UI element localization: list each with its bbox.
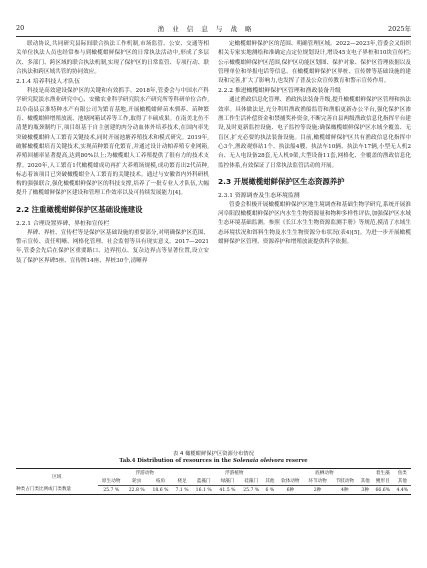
section-heading-2-2-1: 2.2.1 合理设置界碑、界桩和宣传栏 (16, 220, 110, 227)
table-cell: 25.7 % (239, 486, 263, 495)
table-cell-region: 种类占门类比例或门类数量 (16, 486, 98, 495)
table-subheader: 环节动物 (304, 477, 331, 486)
table-group-header: 浮游动物 (98, 469, 192, 478)
table-cell: 16.1 % (192, 486, 216, 495)
table-row (16, 486, 411, 495)
table-subheader: 其他 (394, 477, 411, 486)
table-cell: 41.5 % (216, 486, 240, 495)
table-subheader: 鲤形目 (372, 477, 394, 486)
table-caption-cn: 表 4 橄榄蚶鲜保护区资源分布情况 (173, 451, 254, 457)
paragraph: 联动协议,共同研究县际间联合执法工作机制,市场监管、公安、交通等相关单位执法人员也经常参与到橄榄蚶鲜保护区的日常执法活动中,形成了多层次、多部门、跨区域的联合执法机制,实现了保护区的日常监管、专项行动、联合执法和跨区域共管的协同效应。 (16, 41, 209, 75)
table-cell: 6 % (263, 486, 277, 495)
table-subheader: 节肢动物 (331, 477, 358, 486)
journal-title: 渔 业 信 息 与 战 略 (157, 24, 255, 33)
table-subheader: 其他 (358, 477, 372, 486)
table-cell: 18.6 % (149, 486, 173, 495)
table-group-header: 浮游植物 (192, 469, 277, 478)
table-cell: 4种 (331, 486, 358, 495)
table-group-header-row (16, 469, 411, 478)
table-header-region: 区域 (16, 469, 98, 486)
table-subheader: 枝角 (149, 477, 173, 486)
table-group-header: 底栖动物 (277, 469, 372, 478)
right-column (218, 40, 411, 247)
table-cell: 3种 (358, 486, 372, 495)
section-heading-2-3-1: 2.3.1 资源调查及生态环境监测 (218, 192, 300, 199)
section-heading-2-1-4: 2.1.4 培养科技人才队伍 (16, 79, 80, 86)
table-subheader: 绿藻门 (216, 477, 240, 486)
table-subheader: 原生动物 (98, 477, 125, 486)
table-subheader: 软体动物 (277, 477, 304, 486)
table-cell: 66.6% (372, 486, 394, 495)
paragraph: 定橄榄蚶鲜保护区的范围、明确管理区域。2022—2023年,管委会又组织相关专家实地测绘和准确定点定位规划设计,增设45支电子界桩和10块宣传栏;公示橄榄蚶鲜保护区范围,保护区功能区划图、保护对象、保护区管理依据以及管理单位和举报电话等信息。在橄榄蚶鲜保护区界桩、宣传牌等基础设施的建设和完善,扩大了影响力,也发挥了普及公众宣传教育和警示宣传作用。 (218, 41, 411, 85)
running-header (16, 22, 411, 34)
year: 2025年 (387, 24, 411, 33)
table-subheader: 硅藻门 (239, 477, 263, 486)
table-group-header: 鱼类 (394, 469, 411, 478)
paragraph: 界碑、界桩、宣传栏等是保护区基础设施的重要部分,对明确保护区范围、警示宣传、责任明晰、网格化管理、社会监督等具有现实意义。2017—2021年,管委会先后在保护区重要路口、边界拐点、复杂边界点等显著位置,设立安装了保护区界碑5座、宣传牌14座、界桩30个,清晰界 (16, 229, 209, 264)
paragraph: 科技是高效建设保护区的关键和有效抓手。2018年,管委会与中国水产科学研究院淡水渔业研究中心、安徽农业科学研究院水产研究所等科研单位合作,以阜南县京淮特种水产有限公司为繁育基地,开展橄榄蚶鲜苗木驯养、苗种繁育、橄榄蚶鲜增殖放流、池塘网箱试养等工作,取得了丰硕成果。在南美北鱼不清楚的瓶颈制约下,项目组基于自主创建的肉分动血体外培养技术,在国内率先突破橄榄蚶鲜人工繁育关键技术,同时开展池塘养殖技术和模式研究。2019年,破解橄榄蚶培育关键技术,实现苗种繁育化繁育,并通过设计动帕养殖专业网箱,养殖回捕率显著提高,达到80%以上;为橄榄蚶人工养殖提供了很有力的技术支撑。2020年,人工繁育1代橄榄蚶成功再扩大养殖场规模,成功繁育出2代苗种,标志着该项目已突破橄榄蚶全人工繁育的关键技术。通过与安徽省内外科研机构的强强联合,强化橄榄蚶鲜保护区的科技支撑,培养了一批专业人才队伍,大幅提升了橄榄蚶鲜保护区建设和管理工作效率以及可持续发展能力[4]。 (16, 88, 209, 197)
section-heading-2-2: 2.2 注重橄榄蚶鲜保护区基础设施建设 (16, 204, 143, 214)
table-cell: 22.8 % (125, 486, 149, 495)
page-number: 20 (16, 24, 25, 32)
header-rule (16, 36, 411, 37)
table-subheader: 其他 (263, 477, 277, 486)
paragraph: 通过渔政信息化管理、渔政执法装备升级,提升橄榄蚶鲜保护区管理和执法效率。具体做法是,充分利用渔政渔船监管和渔船更新办公平台,强化保护区渗渔工作生活补偿资金和禁捕奖补资金,不断完善自县两级渔政信息化指挥平台建设,及时更新监控设施、电子监控等设施;确保橄榄蚶鲜保护区水域全覆盖、无盲区,扩充必要的执法装备设施。目前,橄榄蚶鲜保护区共有渔政信息化指挥中心3个,渔政观察站1个、执法船4艘、执法车10辆、执法车17辆,小型无人机2台、无人电设备28套,无人机9架,大型设备11套,网格化、全覆盖的渔政信息化监控体系,有效保证了日常执法监管活动的开展。 (218, 97, 411, 169)
paragraph: 管委会积极开展橄榄蚶鲜保护区地生境调查和基础生物学研究,系统开展淮河阜阳段橄榄蚶鲜保护区内水生生物资源量和物种多样性评估,加强保护区水域生态环境基础监测。参照《长江水生生物资源监测手册》等规范,摸清了水域生态环境状况和饵料生物及水生生物资源分布状况(表4)[5]。为进一步开展橄榄蚶鲜保护区管理、资源养护和增殖放流提供科学依据。 (218, 201, 411, 246)
table-cell: 7.1 % (172, 486, 191, 495)
resource-distribution-table (16, 468, 411, 495)
table-subheader: 蓝藻门 (192, 477, 216, 486)
section-heading-2-2-2: 2.2.2 推进橄榄蚶鲜保护区管理和渔政装备升级 (218, 88, 341, 95)
table-cell: 2种 (304, 486, 331, 495)
table-cell: 4.4% (394, 486, 411, 495)
table-subheader: 桡足 (172, 477, 191, 486)
table-subheader: 轮虫 (125, 477, 149, 486)
section-heading-2-3: 2.3 开展橄榄蚶鲜保护区生态资源养护 (218, 176, 345, 186)
table-caption-en: Tab.4 Distribution of resources in the Solenaia oleivora reserve (119, 458, 308, 464)
table-cell: 25.7 % (98, 486, 125, 495)
left-column (16, 40, 209, 266)
table-cell: 6种 (277, 486, 304, 495)
table-group-header: 着生藻 (372, 469, 394, 478)
